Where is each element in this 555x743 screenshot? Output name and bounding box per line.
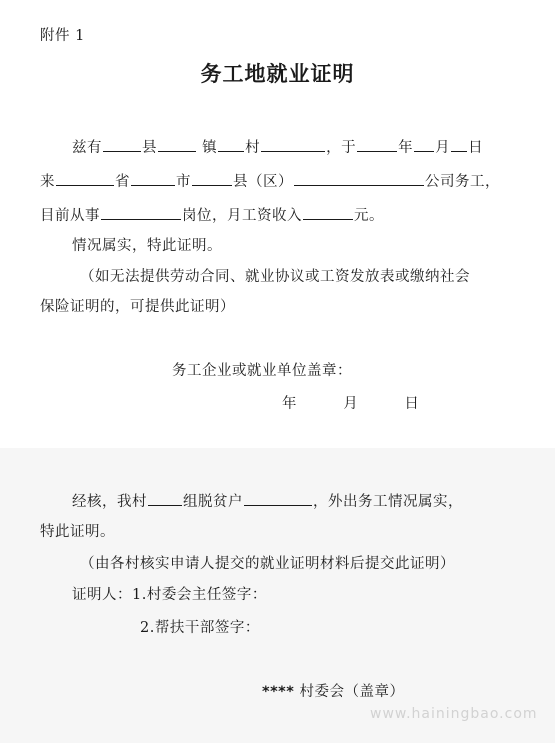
year-blank[interactable] xyxy=(357,137,397,152)
document-title: 务工地就业证明 xyxy=(200,61,355,86)
note-line-1: （如无法提供劳动合同、就业协议或工资发放表或缴纳社会 xyxy=(80,269,470,285)
attachment-label: 附件 1 xyxy=(40,28,85,44)
employer-seal-label: 务工企业或就业单位盖章： xyxy=(172,363,352,379)
village-line2: 特此证明。 xyxy=(40,524,115,540)
town-blank[interactable] xyxy=(158,137,196,152)
company-blank[interactable] xyxy=(294,171,424,186)
village-seal-label: 村委会（盖章） xyxy=(299,684,405,700)
cadre-label: 2.帮扶干部签字： xyxy=(140,620,260,636)
confirm-text: 情况属实，特此证明。 xyxy=(72,238,222,254)
village-line1: 经核，我村 组脱贫户 ，外出务工情况属实， xyxy=(72,491,463,511)
masked-village-name: **** xyxy=(262,684,295,700)
para1-line1: 兹有 县 镇 村 ，于 年 月 日 xyxy=(72,137,483,157)
group-blank[interactable] xyxy=(148,491,182,506)
village-note: （由各村核实申请人提交的就业证明材料后提交此证明） xyxy=(80,556,455,572)
household-blank[interactable] xyxy=(244,491,312,506)
city-blank[interactable] xyxy=(192,171,232,186)
county-blank[interactable] xyxy=(103,137,141,152)
day-blank[interactable] xyxy=(451,137,467,152)
para1-line3: 目前从事 岗位，月工资收入 元。 xyxy=(40,205,384,225)
para1-line2: 来 省 市 县（区） 公司务工， xyxy=(40,171,500,191)
date-line: 年 月 日 xyxy=(282,396,420,412)
from-blank[interactable] xyxy=(56,171,114,186)
witness-label: 证明人：1.村委会主任签字： xyxy=(72,587,267,603)
village-seal-line xyxy=(262,683,404,701)
position-blank[interactable] xyxy=(101,205,181,220)
watermark: www.hainingbao.com xyxy=(370,706,538,722)
note-line-2: 保险证明的，可提供此证明） xyxy=(40,299,235,315)
person-blank[interactable] xyxy=(261,137,325,152)
province-blank[interactable] xyxy=(131,171,175,186)
month-blank[interactable] xyxy=(414,137,434,152)
salary-blank[interactable] xyxy=(303,205,353,220)
village-blank[interactable] xyxy=(218,137,244,152)
